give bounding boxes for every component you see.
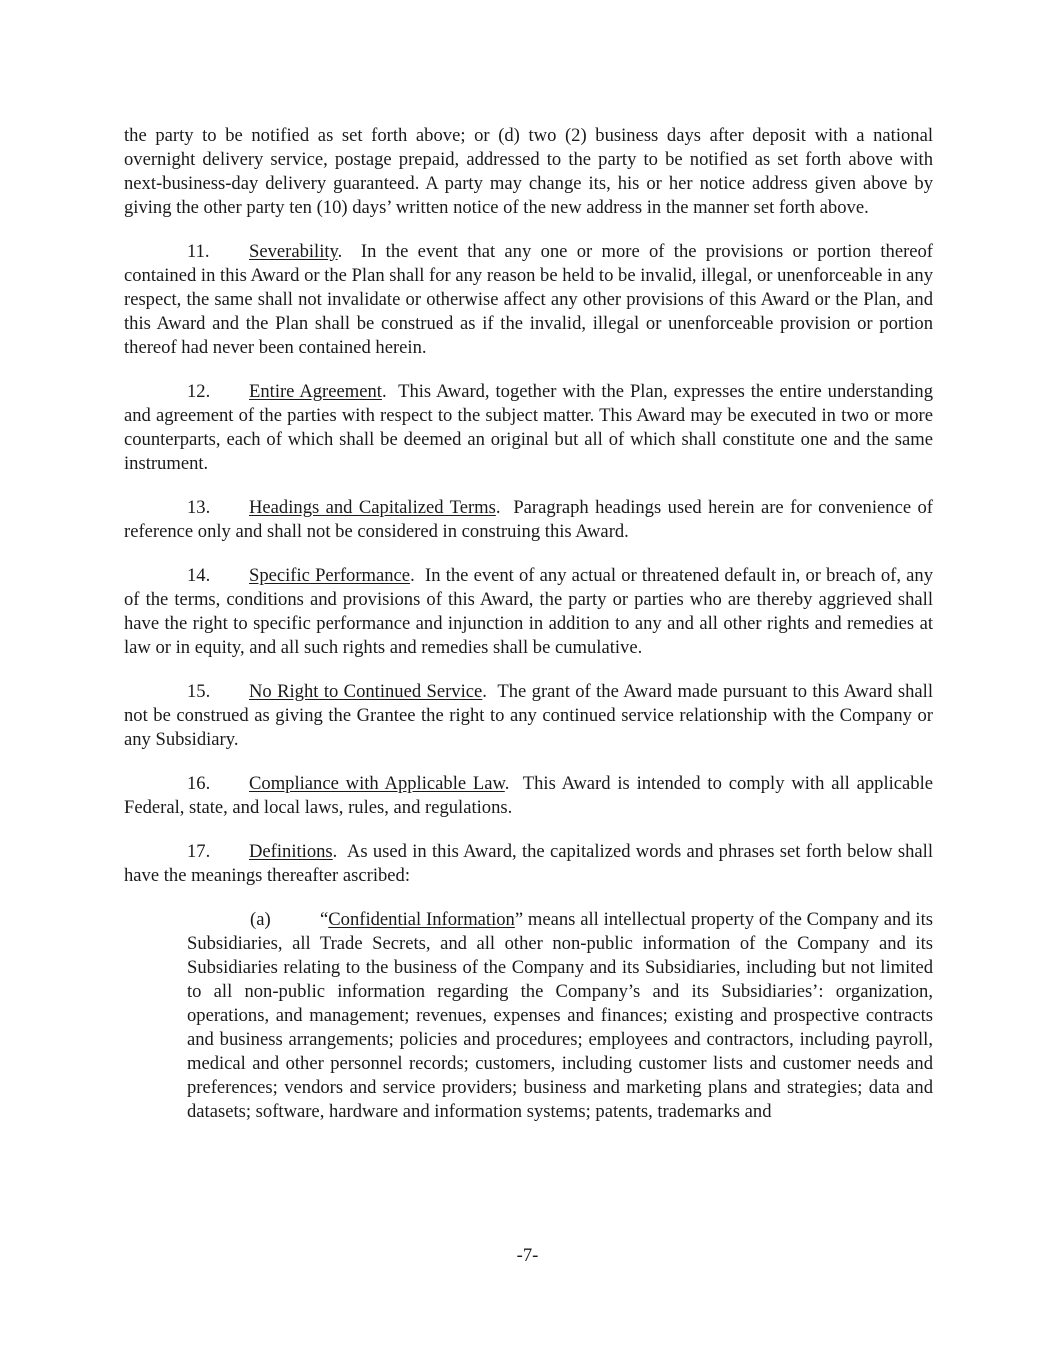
document-page [124,124,933,1144]
intro-paragraph: the party to be notified as set forth above; or (d) two (2) business days after deposit with a national overnight delivery service, postage prepaid, addressed to the party to be notified as set forth above with next-business-day delivery guaranteed. A party may change its, his or her notice address given above by giving the other party ten (10) days’ written notice of the new address in the manner set forth above. [124,125,933,218]
defined-term: Confidential Information [328,909,515,930]
section-12: 12. Entire Agreement. This Award, together with the Plan, expresses the entire understanding and agreement of the parties with respect to the subject matter. This Award may be executed in two or more counterparts, each of which shall be deemed an original but all of which shall constitute one and the same instrument. [124,381,933,474]
subsection-number: (a) [250,909,271,930]
section-heading: Entire Agreement [249,381,382,402]
section-number: 14. [187,565,211,586]
section-15: 15. No Right to Continued Service. The grant of the Award made pursuant to this Award shall not be construed as giving the Grantee the right to any continued service relationship with the Company or any Subsidiary. [124,681,934,750]
section-text: As used in this Award, the capitalized words and phrases set forth below shall have the meanings thereafter ascribed: [124,841,933,886]
section-17: 17. Definitions. As used in this Award, the capitalized words and phrases set forth below shall have the meanings thereafter ascribed: [124,841,933,886]
section-14: 14. Specific Performance. In the event of any actual or threatened default in, or breach of, any of the terms, conditions and provisions of this Award, the party or parties who are thereby aggrieved shall have the right to specific performance and injunction in addition to any and all other rights and remedies at law or in equity, and all such rights and remedies shall be cumulative. [124,565,933,658]
subsection-text: ” means all intellectual property of the Company and its Subsidiaries, all Trade Secrets, and all other non-public information of the Company and its Subsidiaries relating to the business of the Company and its Subsidiaries, including but not limited to all non-public information regarding the Company’s and its Subsidiaries’: organization, operations, and management; revenues, expenses and finances; existing and prospective contracts and business arrangements; policies and procedures; employees and contractors, including payroll, medical and other personnel records; customers, including customer lists and customer needs and preferences; vendors and service providers; business and marketing plans and strategies; data and datasets; software, hardware and information systems; patents, trademarks and [187,909,933,1122]
section-number: 17. [187,841,211,862]
section-13: 13. Headings and Capitalized Terms. Paragraph headings used herein are for convenience of reference only and shall not be considered in construing this Award. [124,497,933,542]
section-heading: Compliance with Applicable Law [249,773,505,794]
page-number: -7- [516,1245,539,1266]
section-text: In the event that any one or more of the provisions or portion thereof contained in this Award or the Plan shall for any reason be held to be invalid, illegal, or unenforceable in any respect, the same shall not invalidate or otherwise affect any other provisions of this Award or the Plan, and this Award and the Plan shall be construed as if the invalid, illegal or unenforceable provision or portion thereof had never been contained herein. [124,241,934,358]
section-16: 16. Compliance with Applicable Law. This Award is intended to comply with all applicable Federal, state, and local laws, rules, and regulations. [124,773,934,818]
section-text: Paragraph headings used herein are for convenience of reference only and shall not be considered in construing this Award. [124,497,933,542]
section-number: 11. [187,241,210,262]
section-heading: Definitions [249,841,333,862]
section-number: 16. [187,773,211,794]
section-heading: No Right to Continued Service [249,681,483,702]
subsection-a [187,908,933,1124]
section-text: In the event of any actual or threatened default in, or breach of, any of the terms, conditions and provisions of this Award, the party or parties who are thereby aggrieved shall have the right to specific performance and injunction in addition to any and all other rights and remedies at law or in equity, and all such rights and remedies shall be cumulative. [124,565,933,658]
section-11: 11. Severability. In the event that any one or more of the provisions or portion thereof contained in this Award or the Plan shall for any reason be held to be invalid, illegal, or unenforceable in any respect, the same shall not invalidate or otherwise affect any other provisions of this Award or the Plan, and this Award and the Plan shall be construed as if the invalid, illegal or unenforceable provision or portion thereof had never been contained herein. [124,241,934,358]
section-text: This Award, together with the Plan, expresses the entire understanding and agreement of the parties with respect to the subject matter. This Award may be executed in two or more counterparts, each of which shall be deemed an original but all of which shall constitute one and the same instrument. [124,381,933,474]
section-number: 13. [187,497,211,518]
section-text: This Award is intended to comply with all applicable Federal, state, and local laws, rules, and regulations. [124,773,934,818]
section-heading: Specific Performance [249,565,411,586]
section-number: 15. [187,681,211,702]
open-quote: “ [320,909,329,930]
section-heading: Severability [249,241,338,262]
section-heading: Headings and Capitalized Terms [249,497,496,518]
section-text: The grant of the Award made pursuant to this Award shall not be construed as giving the Grantee the right to any continued service relationship with the Company or any Subsidiary. [124,681,934,750]
section-number: 12. [187,381,211,402]
